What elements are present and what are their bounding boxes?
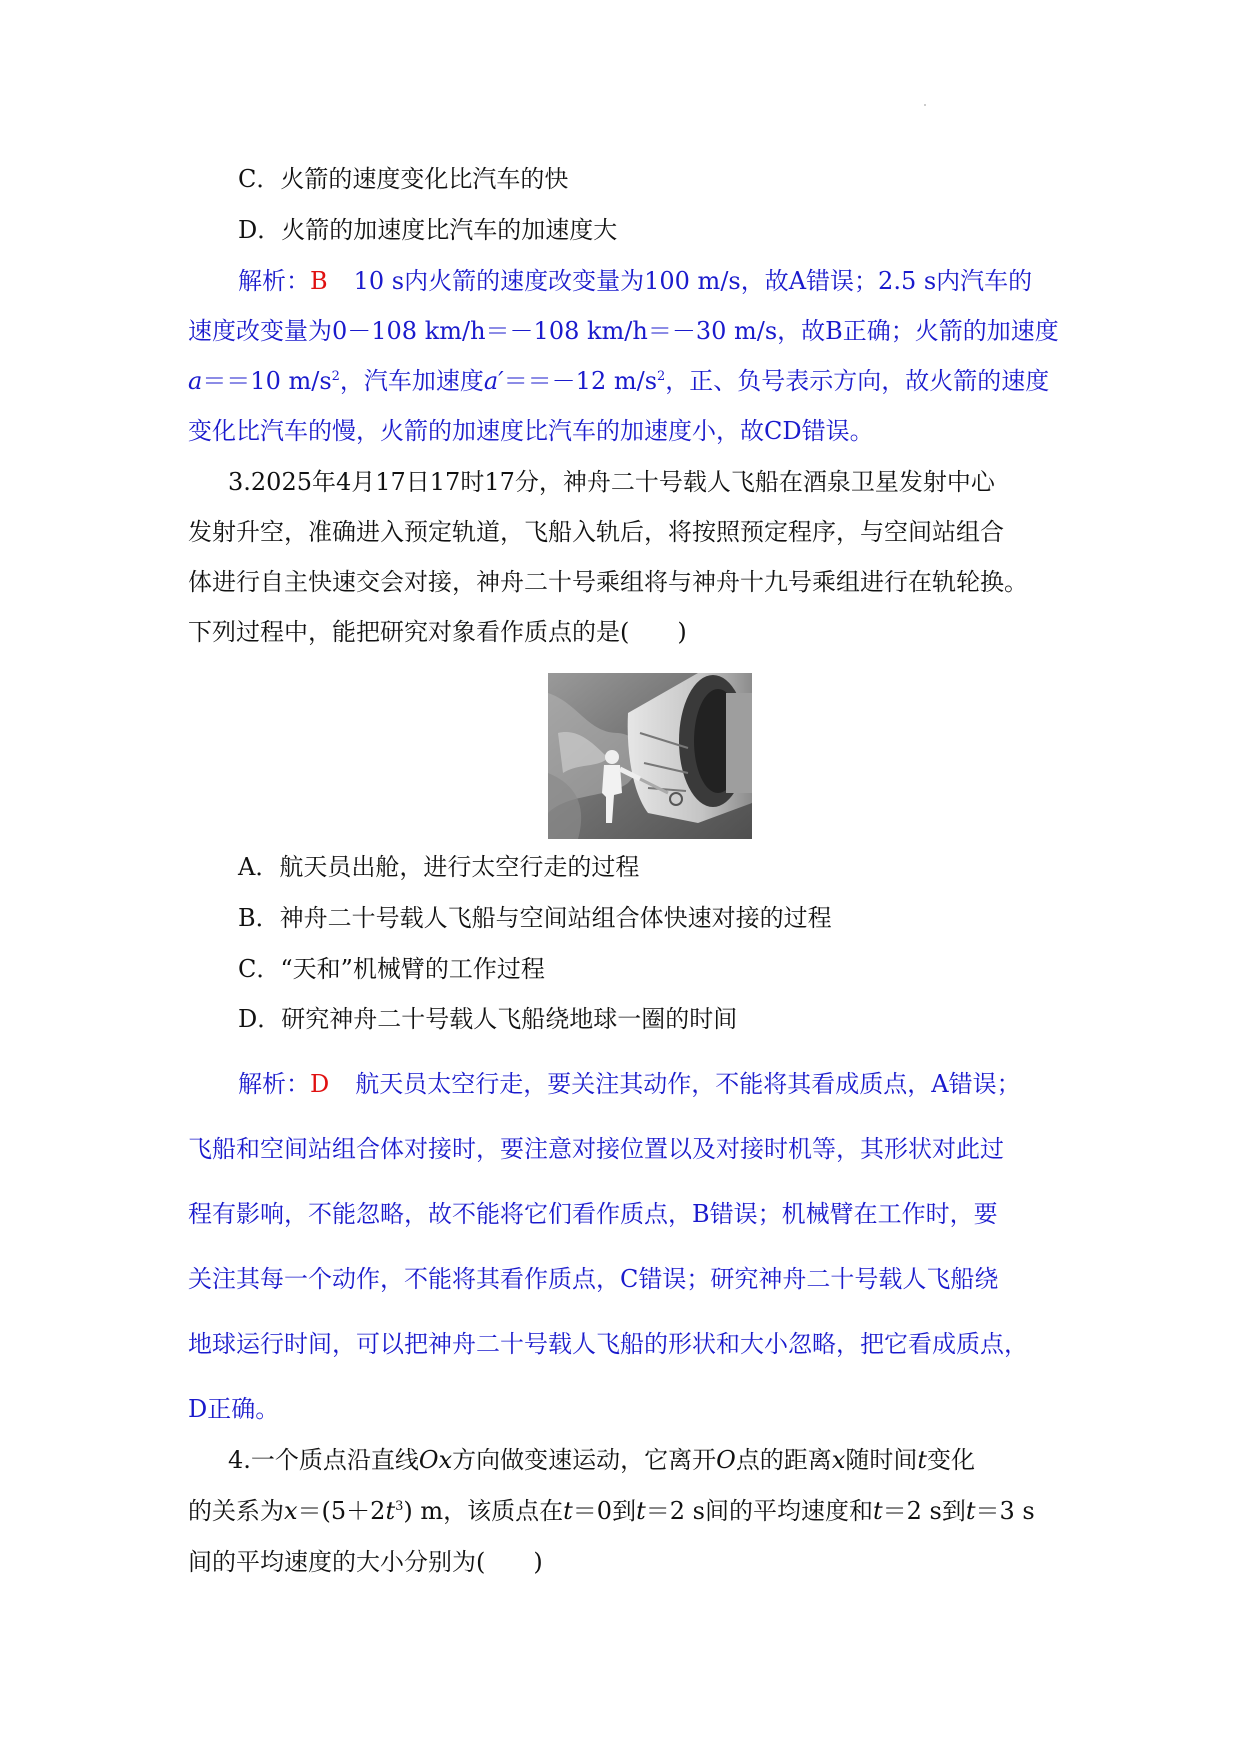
q3-stem-line-3: 体进行自主快速交会对接，神舟二十号乘组将与神舟十九号乘组进行在轨轮换。 — [188, 568, 1028, 596]
analysis-answer: D — [310, 1070, 330, 1098]
q4-stem-line-2: 的关系为$x=(5+2t^3)$ m，该质点在t＝0到t＝2 s间的平均速度和t＝2 s到t＝3 s — [188, 1497, 1035, 1525]
q2-analysis-line-1: 解析：B 10 s内火箭的速度改变量为100 m/s，故A错误；2.5 s内汽车的 — [238, 267, 1033, 295]
astronaut-spacewalk-photo — [548, 673, 752, 839]
q3-option-a: A．航天员出舱，进行太空行走的过程 — [238, 853, 640, 881]
photo-illustration-icon — [548, 673, 752, 839]
q3-stem-line-2: 发射升空，准确进入预定轨道，飞船入轨后，将按照预定程序，与空间站组合 — [188, 518, 1004, 546]
q3-analysis-line-5: 地球运行时间，可以把神舟二十号载人飞船的形状和大小忽略，把它看成质点， — [188, 1330, 1028, 1358]
q2-option-d: D．火箭的加速度比汽车的加速度大 — [238, 216, 618, 244]
q3-option-b: B．神舟二十号载人飞船与空间站组合体快速对接的过程 — [238, 904, 832, 932]
q3-stem-line-4: 下列过程中，能把研究对象看作质点的是( ) — [188, 618, 687, 646]
analysis-label: 解析： — [238, 1070, 310, 1098]
q3-stem-line-1: 3.2025年4月17日17时17分，神舟二十号载人飞船在酒泉卫星发射中心 — [228, 468, 995, 496]
q2-analysis-line-4: 变化比汽车的慢，火箭的加速度比汽车的加速度小，故CD错误。 — [188, 417, 874, 445]
q2-option-c: C．火箭的速度变化比汽车的快 — [238, 165, 569, 193]
analysis-label: 解析： — [238, 267, 310, 295]
q2-analysis-line-3: a＝＝10 $m/s^2$，汽车加速度a′＝＝－12 $m/s^2$，正、负号表示方向，故火箭的速度 — [188, 367, 1050, 395]
analysis-answer: B — [310, 267, 328, 295]
q3-analysis-line-4: 关注其每一个动作，不能将其看作质点，C错误；研究神舟二十号载人飞船绕 — [188, 1265, 999, 1293]
q3-option-c: C．“天和”机械臂的工作过程 — [238, 955, 545, 983]
q3-analysis-line-3: 程有影响，不能忽略，故不能将它们看作质点，B错误；机械臂在工作时，要 — [188, 1200, 998, 1228]
q2-analysis-line-2: 速度改变量为0－108 km/h＝－108 km/h＝－30 m/s，故B正确；火箭的加速度 — [188, 317, 1059, 345]
q4-stem-line-1: 4.一个质点沿直线Ox方向做变速运动，它离开O点的距离x随时间t变化 — [228, 1446, 976, 1474]
q3-analysis-line-2: 飞船和空间站组合体对接时，要注意对接位置以及对接时机等，其形状对此过 — [188, 1135, 1004, 1163]
q3-analysis-line-1: 解析：D 航天员太空行走，要关注其动作，不能将其看成质点，A错误； — [238, 1070, 1021, 1098]
q3-option-d: D．研究神舟二十号载人飞船绕地球一圈的时间 — [238, 1005, 738, 1033]
speck — [924, 104, 926, 106]
q4-stem-line-3: 间的平均速度的大小分别为( ) — [188, 1548, 543, 1576]
q3-analysis-line-6: D正确。 — [188, 1395, 280, 1423]
